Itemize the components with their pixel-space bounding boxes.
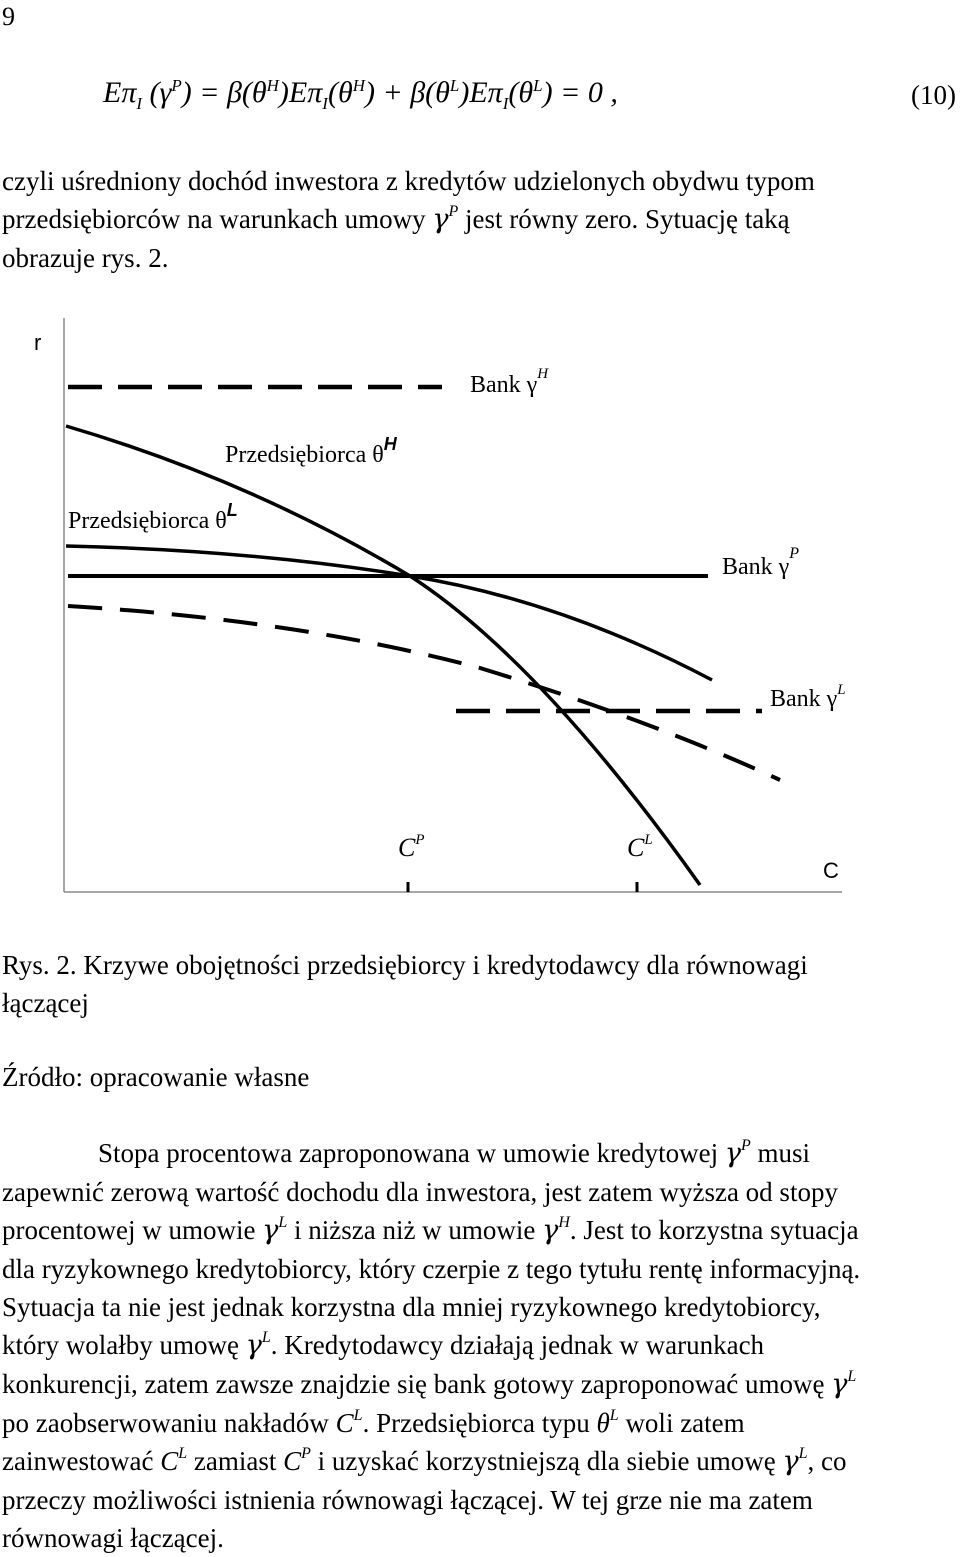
figure-caption: Rys. 2. Krzywe obojętności przedsiębiorcy i kredytodawcy dla równowagi łączącej [2, 950, 808, 1018]
label-entrepreneur-theta-l: Przedsiębiorca $\theta^L$ [68, 500, 238, 534]
page-number: 9 [2, 2, 15, 31]
label-entrepreneur-theta-h: Przedsiębiorca $\theta^H$ [225, 434, 397, 468]
equation-number: (10) [911, 80, 956, 110]
label-bank-gamma-p: Bank $\gamma^P$ [722, 545, 800, 580]
figure-source: Źródło: opracowanie własne [2, 1062, 310, 1092]
intro-paragraph: czyli uśredniony dochód inwestora z kredytów udzielonych obydwu typom przedsiębiorców na warunkach umowy $\gamma^P$ jest równy zero. Sytuację taką obrazuje rys. 2. [2, 166, 815, 273]
y-axis-label: r [34, 330, 42, 355]
dashed-curve-lower [68, 606, 780, 780]
figure-indifference-curves [0, 310, 960, 910]
label-bank-gamma-h: Bank $\gamma^H$ [470, 366, 549, 398]
entrepreneur-theta-h-curve [66, 426, 700, 885]
tick-label-cp: $C^P$ [398, 832, 425, 862]
body-paragraph: Stopa procentowa zaproponowana w umowie kredytowej $\gamma^P$ musi zapewnić zerową wartość dochodu dla inwestora, jest zatem wyższa od stopy procentowej w umowie $\gamma^L$ i niższa niż w umowie $\gamma^H$. Jest to korzystna sytuacja dla ryzykownego kredytobiorcy, który czerpie z tego tytułu rentę informacyjną. Sytuacja ta nie jest jednak korzystna dla mniej ryzykownego kredytobiorcy, który wolałby umowę $\gamma^L$. Kredytodawcy działają jednak w warunkach konkurencji, zatem zawsze znajdzie się bank gotowy zaproponować umowę $\gamma^L$ po zaobserwowaniu nakładów $C^L$. Przedsiębiorca typu $\theta^L$ woli zatem zainwestować $C^L$ zamiast $C^P$ i uzyskać korzystniejszą dla siebie umowę $\gamma^L$, co przeczy możliwości istnienia równowagi łączącej. W tej grze nie ma zatem równowagi łączącej. [2, 1137, 861, 1553]
tick-label-cl: $C^L$ [627, 832, 653, 862]
entrepreneur-theta-l-curve [66, 546, 712, 680]
equation: $E\pi_I$ $(\gamma^P) = \beta(\theta^H)E\pi_I(\theta^H) + \beta(\theta^L)E\pi_I(\theta^L) = 0$ , [103, 76, 618, 113]
label-bank-gamma-l: Bank $\gamma^L$ [770, 682, 846, 712]
x-axis-label: C [823, 858, 839, 883]
